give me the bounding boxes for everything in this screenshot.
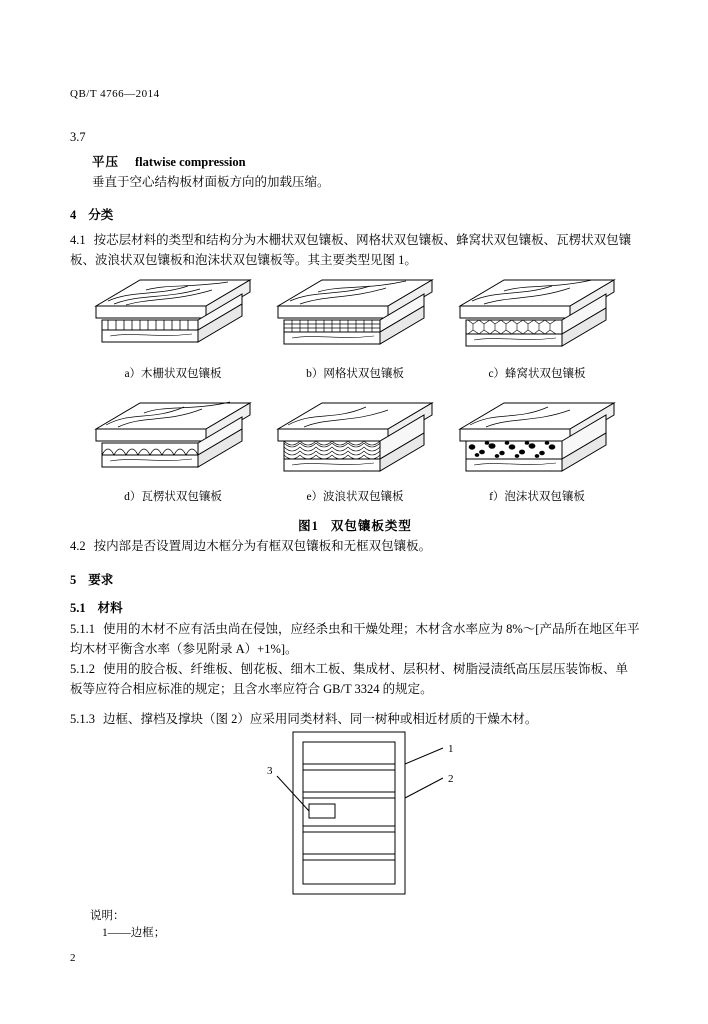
figure-2-callout-1: 1 — [448, 743, 454, 755]
page-content — [70, 0, 640, 1024]
figure-1-title — [70, 516, 640, 534]
term-english: flatwise compression — [135, 154, 246, 169]
clause-3-7-number: 3.7 — [70, 130, 86, 144]
figure-1-caption-d: d）瓦楞状双包镶板 — [124, 491, 222, 503]
clause-4-2-body — [70, 537, 640, 557]
section-4 — [70, 205, 640, 223]
section-5-heading — [70, 570, 640, 588]
figure-1-caption-a: a）木栅状双包镶板 — [124, 368, 222, 380]
figure-1-label: 图1 — [298, 519, 319, 533]
section-5 — [70, 570, 640, 588]
clause-4-1-body — [70, 231, 640, 270]
clause-5-1-2-number: 5.1.2 — [70, 662, 95, 676]
clause-5-1-3-number: 5.1.3 — [70, 712, 95, 726]
clause-5-1-2-body — [70, 660, 640, 699]
figure-1-item-c — [452, 268, 622, 381]
subsection-5-1-number: 5.1 — [70, 601, 86, 615]
panel-illustration-foam — [452, 391, 622, 486]
term-line — [70, 152, 640, 170]
page-number: 2 — [70, 952, 76, 964]
term-definition: 垂直于空心结构板材面板方向的加载压缩。 — [92, 174, 330, 189]
figure-2-callout-2: 2 — [448, 773, 454, 785]
subsection-5-1-title: 材料 — [97, 601, 123, 615]
clause-5-1-1-text: 使用的木材不应有活虫尚在侵蚀，应经杀虫和干燥处理；木材含水率应为 8%～[产品所在地区年平均木材平衡含水率（参见附录 A）+1%]。 — [70, 622, 640, 656]
figure-1-title-text: 双包镶板类型 — [330, 519, 412, 533]
clause-4-1-text: 按芯层材料的类型和结构分为木栅状双包镶板、网格状双包镶板、蜂窝状双包镶板、瓦楞状双包镶板、波浪状双包镶板和泡沫状双包镶板等。其主要类型见图 1。 — [70, 233, 632, 267]
clause-3-7 — [70, 128, 640, 192]
clause-4-2 — [70, 537, 640, 557]
panel-illustration-corrugated — [88, 391, 258, 486]
figure-1-grid — [70, 268, 640, 504]
legend-title: 说明： — [90, 910, 125, 922]
clause-5-1-2-text: 使用的胶合板、纤维板、刨花板、细木工板、集成材、层积材、树脂浸渍纸高压层压装饰板、单板等应符合相应标准的规定；且含水率应符合 GB/T 3324 的规定。 — [70, 662, 629, 696]
clause-4-2-number: 4.2 — [70, 539, 86, 553]
subsection-5-1-heading — [70, 598, 640, 616]
subsection-5-1 — [70, 598, 640, 616]
panel-illustration-grid — [270, 268, 440, 363]
section-4-heading — [70, 205, 640, 223]
clause-5-1-1-number: 5.1.1 — [70, 622, 95, 636]
figure-1-row-bottom — [88, 391, 622, 504]
panel-illustration-wave — [270, 391, 440, 486]
figure-1-caption-f: f）泡沫状双包镶板 — [489, 491, 585, 503]
page-header: QB/T 4766—2014 — [70, 88, 160, 100]
section-5-number: 5 — [70, 573, 77, 587]
figure-1 — [70, 268, 640, 534]
clause-4-2-text: 按内部是否设置周边木框分为有框双包镶板和无框双包镶板。 — [93, 539, 432, 553]
figure-1-item-d — [88, 391, 258, 504]
figure-1-item-b — [270, 268, 440, 381]
figure-1-item-f — [452, 391, 622, 504]
figure-1-caption-b: b）网格状双包镶板 — [306, 368, 404, 380]
clause-5-1-1 — [70, 620, 640, 659]
figure-2-legend — [90, 908, 165, 942]
figure-2-callout-3: 3 — [267, 765, 273, 777]
section-4-title: 分类 — [88, 208, 114, 222]
section-5-title: 要求 — [88, 573, 114, 587]
figure-1-caption-e: e）波浪状双包镶板 — [306, 491, 404, 503]
legend-item-1: 1——边框； — [102, 927, 166, 939]
figure-1-row-top — [88, 268, 622, 381]
clause-5-1-1-body — [70, 620, 640, 659]
term-chinese: 平压 — [92, 154, 120, 169]
panel-illustration-honeycomb — [452, 268, 622, 363]
figure-1-item-a — [88, 268, 258, 381]
clause-5-1-2 — [70, 660, 640, 699]
figure-1-caption-c: c）蜂窝状双包镶板 — [488, 368, 586, 380]
figure-2 — [70, 726, 640, 901]
clause-5-1-3-text: 边框、撑档及撑块（图 2）应采用同类材料、同一树种或相近材质的干燥木材。 — [103, 712, 538, 726]
panel-frame-diagram — [205, 726, 505, 901]
clause-4-1-number: 4.1 — [70, 233, 86, 247]
figure-1-item-e — [270, 391, 440, 504]
clause-4-1 — [70, 231, 640, 270]
section-4-number: 4 — [70, 208, 77, 222]
panel-illustration-lattice — [88, 268, 258, 363]
